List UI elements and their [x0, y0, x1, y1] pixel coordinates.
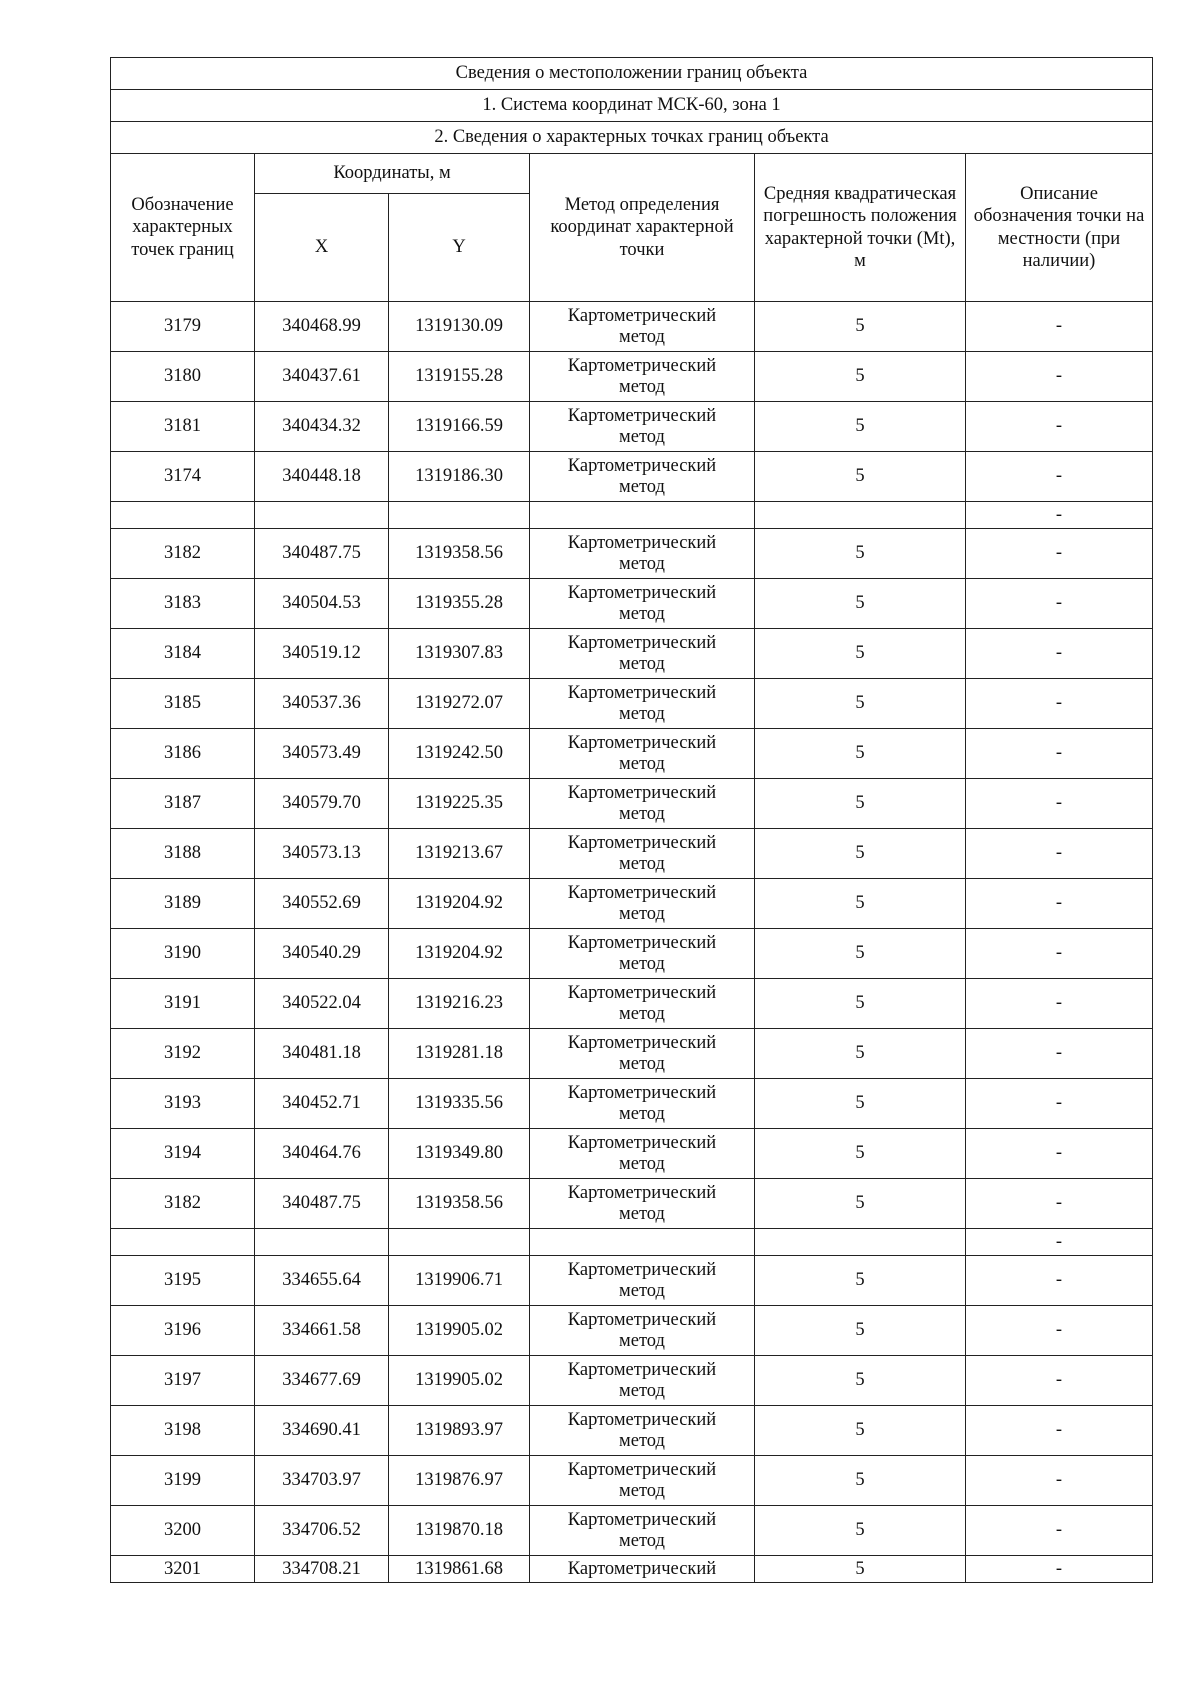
cell-x: 340452.71 [255, 1079, 389, 1129]
cell-point: 3179 [111, 302, 255, 352]
table-row [111, 1356, 1153, 1406]
cell-method [530, 1356, 755, 1406]
cell-method [530, 1179, 755, 1229]
cell-method [530, 1229, 755, 1256]
cell-y: 1319186.30 [389, 452, 530, 502]
method-line-2: метод [619, 1204, 665, 1225]
cell-x: 340487.75 [255, 1179, 389, 1229]
cell-error: 5 [755, 352, 966, 402]
method-line-2: метод [619, 554, 665, 575]
cell-x: 340434.32 [255, 402, 389, 452]
cell-error: 5 [755, 1179, 966, 1229]
cell-description: - [966, 1556, 1153, 1583]
cell-method [530, 579, 755, 629]
cell-error: 5 [755, 529, 966, 579]
cell-description: - [966, 779, 1153, 829]
table-row [111, 829, 1153, 879]
cell-x [255, 1229, 389, 1256]
method-line-2: метод [619, 654, 665, 675]
cell-y: 1319216.23 [389, 979, 530, 1029]
cell-x: 340504.53 [255, 579, 389, 629]
cell-x: 334708.21 [255, 1556, 389, 1583]
cell-x: 340573.49 [255, 729, 389, 779]
cell-error: 5 [755, 579, 966, 629]
table-row [111, 1506, 1153, 1556]
cell-description: - [966, 1356, 1153, 1406]
cell-method [530, 1406, 755, 1456]
cell-description: - [966, 1079, 1153, 1129]
cell-y: 1319204.92 [389, 879, 530, 929]
method-line-2: метод [619, 1054, 665, 1075]
cell-method [530, 529, 755, 579]
method-line-2: метод [619, 1481, 665, 1502]
cell-method [530, 879, 755, 929]
separator-row [111, 1229, 1153, 1256]
cell-method [530, 779, 755, 829]
cell-point: 3194 [111, 1129, 255, 1179]
cell-point: 3180 [111, 352, 255, 402]
method-line-2: метод [619, 904, 665, 925]
method-line-1: Картометрический [567, 1260, 717, 1281]
method-line-1: Картометрический [567, 633, 717, 654]
table-row [111, 679, 1153, 729]
cell-description: - [966, 302, 1153, 352]
table-row [111, 1129, 1153, 1179]
table-body [111, 302, 1153, 1583]
method-line-1: Картометрический [567, 833, 717, 854]
cell-point [111, 1229, 255, 1256]
cell-description: - [966, 1306, 1153, 1356]
method-line-2: метод [619, 377, 665, 398]
cell-error: 5 [755, 729, 966, 779]
cell-method [530, 502, 755, 529]
cell-method [530, 1456, 755, 1506]
cell-error: 5 [755, 879, 966, 929]
table-row [111, 452, 1153, 502]
cell-method [530, 1556, 755, 1583]
method-line-1: Картометрический [567, 356, 717, 377]
table-row [111, 302, 1153, 352]
method-line-2: метод [619, 1004, 665, 1025]
separator-row [111, 502, 1153, 529]
cell-error: 5 [755, 1256, 966, 1306]
table-row [111, 1179, 1153, 1229]
cell-method [530, 402, 755, 452]
header-x: X [255, 194, 389, 302]
table-row [111, 1456, 1153, 1506]
method-line-2: метод [619, 704, 665, 725]
cell-y: 1319870.18 [389, 1506, 530, 1556]
method-line-2: метод [619, 477, 665, 498]
cell-method [530, 1079, 755, 1129]
cell-x: 340579.70 [255, 779, 389, 829]
table-row [111, 629, 1153, 679]
method-line-1: Картометрический [567, 1310, 717, 1331]
cell-point: 3185 [111, 679, 255, 729]
table-row [111, 1406, 1153, 1456]
table-row [111, 402, 1153, 452]
cell-error: 5 [755, 1029, 966, 1079]
method-line-2: метод [619, 327, 665, 348]
cell-error: 5 [755, 1079, 966, 1129]
method-line-2: метод [619, 604, 665, 625]
boundary-points-table [110, 57, 1153, 1583]
cell-x: 340481.18 [255, 1029, 389, 1079]
method-line-2: метод [619, 1281, 665, 1302]
cell-error: 5 [755, 1306, 966, 1356]
cell-x: 334661.58 [255, 1306, 389, 1356]
method-line-2: метод [619, 954, 665, 975]
cell-description: - [966, 679, 1153, 729]
cell-error: 5 [755, 1506, 966, 1556]
cell-error: 5 [755, 1456, 966, 1506]
cell-description: - [966, 352, 1153, 402]
method-line-1: Картометрический [567, 533, 717, 554]
cell-y: 1319358.56 [389, 1179, 530, 1229]
cell-point: 3183 [111, 579, 255, 629]
cell-y: 1319335.56 [389, 1079, 530, 1129]
cell-y: 1319905.02 [389, 1306, 530, 1356]
method-line-2: метод [619, 1331, 665, 1352]
cell-error: 5 [755, 402, 966, 452]
cell-point: 3192 [111, 1029, 255, 1079]
method-line-1: Картометрический [567, 1033, 717, 1054]
cell-point: 3184 [111, 629, 255, 679]
cell-description: - [966, 979, 1153, 1029]
method-line-1: Картометрический [567, 733, 717, 754]
cell-error: 5 [755, 629, 966, 679]
header-error: Средняя квадратическая погрешность положения характерной точки (Mt), м [755, 154, 966, 302]
method-line-2: метод [619, 427, 665, 448]
cell-y [389, 502, 530, 529]
cell-description: - [966, 452, 1153, 502]
cell-error: 5 [755, 1406, 966, 1456]
cell-y: 1319242.50 [389, 729, 530, 779]
cell-x: 340448.18 [255, 452, 389, 502]
method-line-1: Картометрический [567, 1183, 717, 1204]
cell-y: 1319281.18 [389, 1029, 530, 1079]
method-line-2: метод [619, 1531, 665, 1552]
cell-description: - [966, 1129, 1153, 1179]
cell-point: 3196 [111, 1306, 255, 1356]
cell-method [530, 1029, 755, 1079]
table-row [111, 1079, 1153, 1129]
cell-method [530, 1129, 755, 1179]
method-line-2: метод [619, 1431, 665, 1452]
cell-point: 3174 [111, 452, 255, 502]
cell-x: 340522.04 [255, 979, 389, 1029]
cell-error: 5 [755, 1556, 966, 1583]
method-line-1: Картометрический [567, 983, 717, 1004]
cell-point: 3198 [111, 1406, 255, 1456]
table-row [111, 1556, 1153, 1583]
cell-point: 3182 [111, 1179, 255, 1229]
method-line-1: Картометрический [567, 1510, 717, 1531]
method-line-2: метод [619, 854, 665, 875]
cell-description: - [966, 1506, 1153, 1556]
cell-point: 3199 [111, 1456, 255, 1506]
header-method: Метод определения координат характерной точки [530, 154, 755, 302]
cell-x: 340468.99 [255, 302, 389, 352]
cell-y: 1319349.80 [389, 1129, 530, 1179]
cell-point: 3187 [111, 779, 255, 829]
cell-y: 1319166.59 [389, 402, 530, 452]
method-line-1: Картометрический [567, 683, 717, 704]
cell-x [255, 502, 389, 529]
cell-y: 1319155.28 [389, 352, 530, 402]
cell-method [530, 302, 755, 352]
cell-point: 3188 [111, 829, 255, 879]
cell-method [530, 829, 755, 879]
cell-y: 1319893.97 [389, 1406, 530, 1456]
cell-description: - [966, 1229, 1153, 1256]
header-coordinates: Координаты, м [255, 154, 530, 194]
method-line-1: Картометрический [567, 406, 717, 427]
cell-y: 1319355.28 [389, 579, 530, 629]
cell-description: - [966, 1456, 1153, 1506]
cell-description: - [966, 879, 1153, 929]
method-line-1: Картометрический [567, 1558, 717, 1579]
table-row [111, 1306, 1153, 1356]
cell-point: 3182 [111, 529, 255, 579]
cell-error: 5 [755, 1129, 966, 1179]
section-title: 2. Сведения о характерных точках границ объекта [111, 122, 1153, 154]
cell-error: 5 [755, 1356, 966, 1406]
method-line-1: Картометрический [567, 1133, 717, 1154]
table-row [111, 779, 1153, 829]
cell-error [755, 502, 966, 529]
method-line-2: метод [619, 1104, 665, 1125]
cell-method [530, 452, 755, 502]
cell-description: - [966, 579, 1153, 629]
table-row [111, 1256, 1153, 1306]
method-line-2: метод [619, 754, 665, 775]
method-line-1: Картометрический [567, 1360, 717, 1381]
cell-error: 5 [755, 829, 966, 879]
cell-point: 3189 [111, 879, 255, 929]
cell-error: 5 [755, 302, 966, 352]
cell-y: 1319130.09 [389, 302, 530, 352]
cell-x: 334677.69 [255, 1356, 389, 1406]
cell-description: - [966, 1179, 1153, 1229]
header-description: Описание обозначения точки на местности (при наличии) [966, 154, 1153, 302]
cell-error: 5 [755, 779, 966, 829]
table-row [111, 579, 1153, 629]
cell-y [389, 1229, 530, 1256]
cell-point: 3197 [111, 1356, 255, 1406]
cell-x: 334706.52 [255, 1506, 389, 1556]
cell-description: - [966, 1256, 1153, 1306]
method-line-1: Картометрический [567, 1083, 717, 1104]
table-row [111, 729, 1153, 779]
cell-description: - [966, 402, 1153, 452]
cell-method [530, 929, 755, 979]
cell-x: 334703.97 [255, 1456, 389, 1506]
method-line-1: Картометрический [567, 306, 717, 327]
cell-point: 3181 [111, 402, 255, 452]
cell-description: - [966, 1029, 1153, 1079]
cell-description: - [966, 1406, 1153, 1456]
table-row [111, 1029, 1153, 1079]
cell-x: 340573.13 [255, 829, 389, 879]
cell-point: 3186 [111, 729, 255, 779]
table-row [111, 529, 1153, 579]
table-row [111, 929, 1153, 979]
table-title: Сведения о местоположении границ объекта [111, 58, 1153, 90]
table-row [111, 979, 1153, 1029]
cell-x: 340552.69 [255, 879, 389, 929]
cell-description: - [966, 929, 1153, 979]
header-point: Обозначение характерных точек границ [111, 154, 255, 302]
cell-y: 1319204.92 [389, 929, 530, 979]
method-line-1: Картометрический [567, 456, 717, 477]
cell-description: - [966, 729, 1153, 779]
method-line-1: Картометрический [567, 883, 717, 904]
header-y: Y [389, 194, 530, 302]
cell-x: 334690.41 [255, 1406, 389, 1456]
method-line-1: Картометрический [567, 1460, 717, 1481]
cell-y: 1319905.02 [389, 1356, 530, 1406]
cell-error: 5 [755, 979, 966, 1029]
cell-x: 340537.36 [255, 679, 389, 729]
cell-method [530, 1306, 755, 1356]
cell-y: 1319861.68 [389, 1556, 530, 1583]
cell-x: 340519.12 [255, 629, 389, 679]
cell-y: 1319876.97 [389, 1456, 530, 1506]
cell-error: 5 [755, 929, 966, 979]
method-line-1: Картометрический [567, 583, 717, 604]
method-line-1: Картометрический [567, 1410, 717, 1431]
method-line-2: метод [619, 1381, 665, 1402]
cell-point: 3195 [111, 1256, 255, 1306]
cell-method [530, 352, 755, 402]
cell-error: 5 [755, 679, 966, 729]
cell-method [530, 629, 755, 679]
method-line-1: Картометрический [567, 783, 717, 804]
method-line-1: Картометрический [567, 933, 717, 954]
method-line-2: метод [619, 1154, 665, 1175]
cell-point: 3200 [111, 1506, 255, 1556]
cell-description: - [966, 629, 1153, 679]
cell-method [530, 979, 755, 1029]
cell-point: 3201 [111, 1556, 255, 1583]
cell-error: 5 [755, 452, 966, 502]
cell-description: - [966, 502, 1153, 529]
cell-method [530, 679, 755, 729]
cell-y: 1319272.07 [389, 679, 530, 729]
cell-method [530, 729, 755, 779]
cell-y: 1319358.56 [389, 529, 530, 579]
cell-x: 340540.29 [255, 929, 389, 979]
cell-x: 340464.76 [255, 1129, 389, 1179]
cell-point: 3191 [111, 979, 255, 1029]
table-row [111, 352, 1153, 402]
cell-x: 340437.61 [255, 352, 389, 402]
cell-y: 1319225.35 [389, 779, 530, 829]
cell-method [530, 1256, 755, 1306]
cell-description: - [966, 829, 1153, 879]
cell-y: 1319906.71 [389, 1256, 530, 1306]
cell-x: 334655.64 [255, 1256, 389, 1306]
table-row [111, 879, 1153, 929]
cell-y: 1319213.67 [389, 829, 530, 879]
cell-point [111, 502, 255, 529]
cell-point: 3190 [111, 929, 255, 979]
cell-y: 1319307.83 [389, 629, 530, 679]
cell-description: - [966, 529, 1153, 579]
cell-method [530, 1506, 755, 1556]
cell-x: 340487.75 [255, 529, 389, 579]
cell-point: 3193 [111, 1079, 255, 1129]
cell-error [755, 1229, 966, 1256]
coordinate-system: 1. Система координат МСК-60, зона 1 [111, 90, 1153, 122]
method-line-2: метод [619, 804, 665, 825]
